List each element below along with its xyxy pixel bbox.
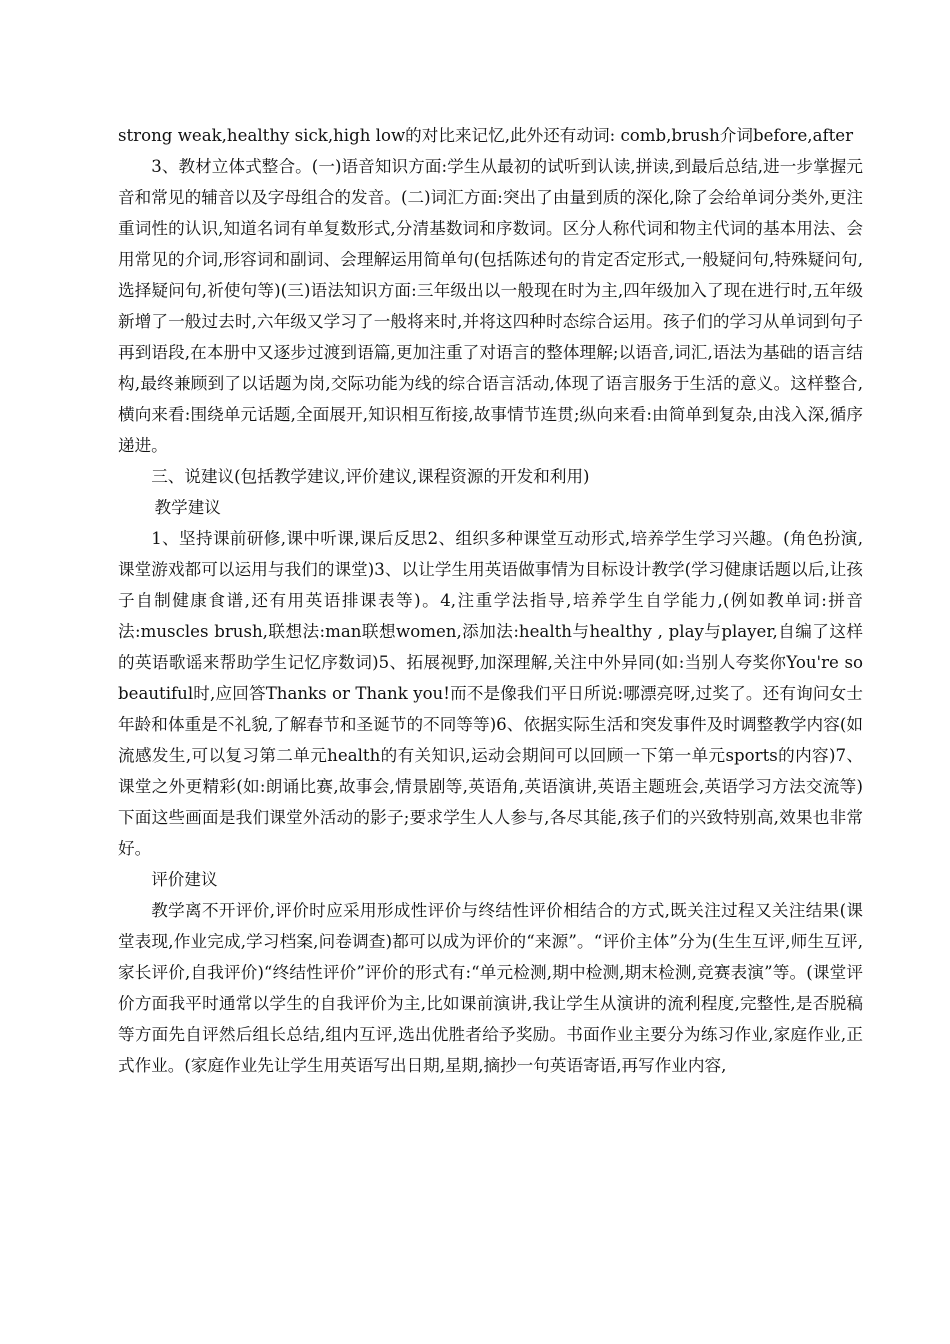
paragraph-textbook-integration: 3、教材立体式整合。(一)语音知识方面:学生从最初的试听到认读,拼读,到最后总结,进一步掌握元音和常见的辅音以及字母组合的发音。(二)词汇方面:突出了由量到质的深化,除了会给单词分类外,更注重词性的认识,知道名词有单复数形式,分清基数词和序数词。区分人称代词和物主代词的基本用法、会用常见的介词,形容词和副词、会理解运用简单句(包括陈述句的肯定否定形式,一般疑问句,特殊疑问句,选择疑问句,祈使句等)(三)语法知识方面:三年级出以一般现在时为主,四年级加入了现在进行时,五年级新增了一般过去时,六年级又学习了一般将来时,并将这四种时态综合运用。孩子们的学习从单词到句子再到语段,在本册中又逐步过渡到语篇,更加注重了对语言的整体理解;以语音,词汇,语法为基础的语言结构,最终兼顾到了以话题为岗,交际功能为线的综合语言活动,体现了语言服务于生活的意义。这样整合,横向来看:围绕单元话题,全面展开,知识相互衔接,故事情节连贯;纵向来看:由简单到复杂,由浅入深,循序递进。 xyxy=(118,157,863,455)
paragraph-teaching-suggestions: 1、坚持课前研修,课中听课,课后反思2、组织多种课堂互动形式,培养学生学习兴趣。(角色扮演,课堂游戏都可以运用与我们的课堂)3、以让学生用英语做事情为目标设计教学(学习健康话题以后,让孩子自制健康食谱,还有用英语排课表等)。4,注重学法指导,培养学生自学能力,(例如教单词:拼音法:muscles brush,联想法:man联想women,添加法:health与healthy , play与player,自编了这样的英语歌谣来帮助学生记忆序数词)5、拓展视野,加深理解,关注中外异同(如:当别人夸奖你You're so beautiful时,应回答Thanks or Thank you!而不是像我们平日所说:哪漂亮呀,过奖了。还有询问女士年龄和体重是不礼貌,了解春节和圣诞节的不同等等)6、依据实际生活和突发事件及时调整教学内容(如流感发生,可以复习第二单元health的有关知识,运动会期间可以回顾一下第一单元sports的内容)7、课堂之外更精彩(如:朗诵比赛,故事会,情景剧等,英语角,英语演讲,英语主题班会,英语学习方法交流等)下面这些画面是我们课堂外活动的影子;要求学生人人参与,各尽其能,孩子们的兴致特别高,效果也非常好。 xyxy=(118,529,863,858)
subheading-evaluation-suggestions: 评价建议 xyxy=(151,870,218,889)
section-heading-suggestions: 三、说建议(包括教学建议,评价建议,课程资源的开发和利用) xyxy=(151,467,590,486)
paragraph-vocabulary-contrast: strong weak,healthy sick,high low的对比来记忆,此外还有动词: comb,brush介词before,after xyxy=(118,126,854,145)
document-page xyxy=(118,120,863,1081)
subheading-teaching-suggestions: 教学建议 xyxy=(154,498,221,517)
paragraph-evaluation-suggestions: 教学离不开评价,评价时应采用形成性评价与终结性评价相结合的方式,既关注过程又关注结果(课堂表现,作业完成,学习档案,问卷调查)都可以成为评价的“来源”。“评价主体”分为(生生互评,师生互评,家长评价,自我评价)“终结性评价”评价的形式有:“单元检测,期中检测,期末检测,竞赛表演”等。(课堂评价方面我平时通常以学生的自我评价为主,比如课前演讲,我让学生从演讲的流利程度,完整性,是否脱稿等方面先自评然后组长总结,组内互评,选出优胜者给予奖励。书面作业主要分为练习作业,家庭作业,正式作业。(家庭作业先让学生用英语写出日期,星期,摘抄一句英语寄语,再写作业内容, xyxy=(118,901,863,1075)
